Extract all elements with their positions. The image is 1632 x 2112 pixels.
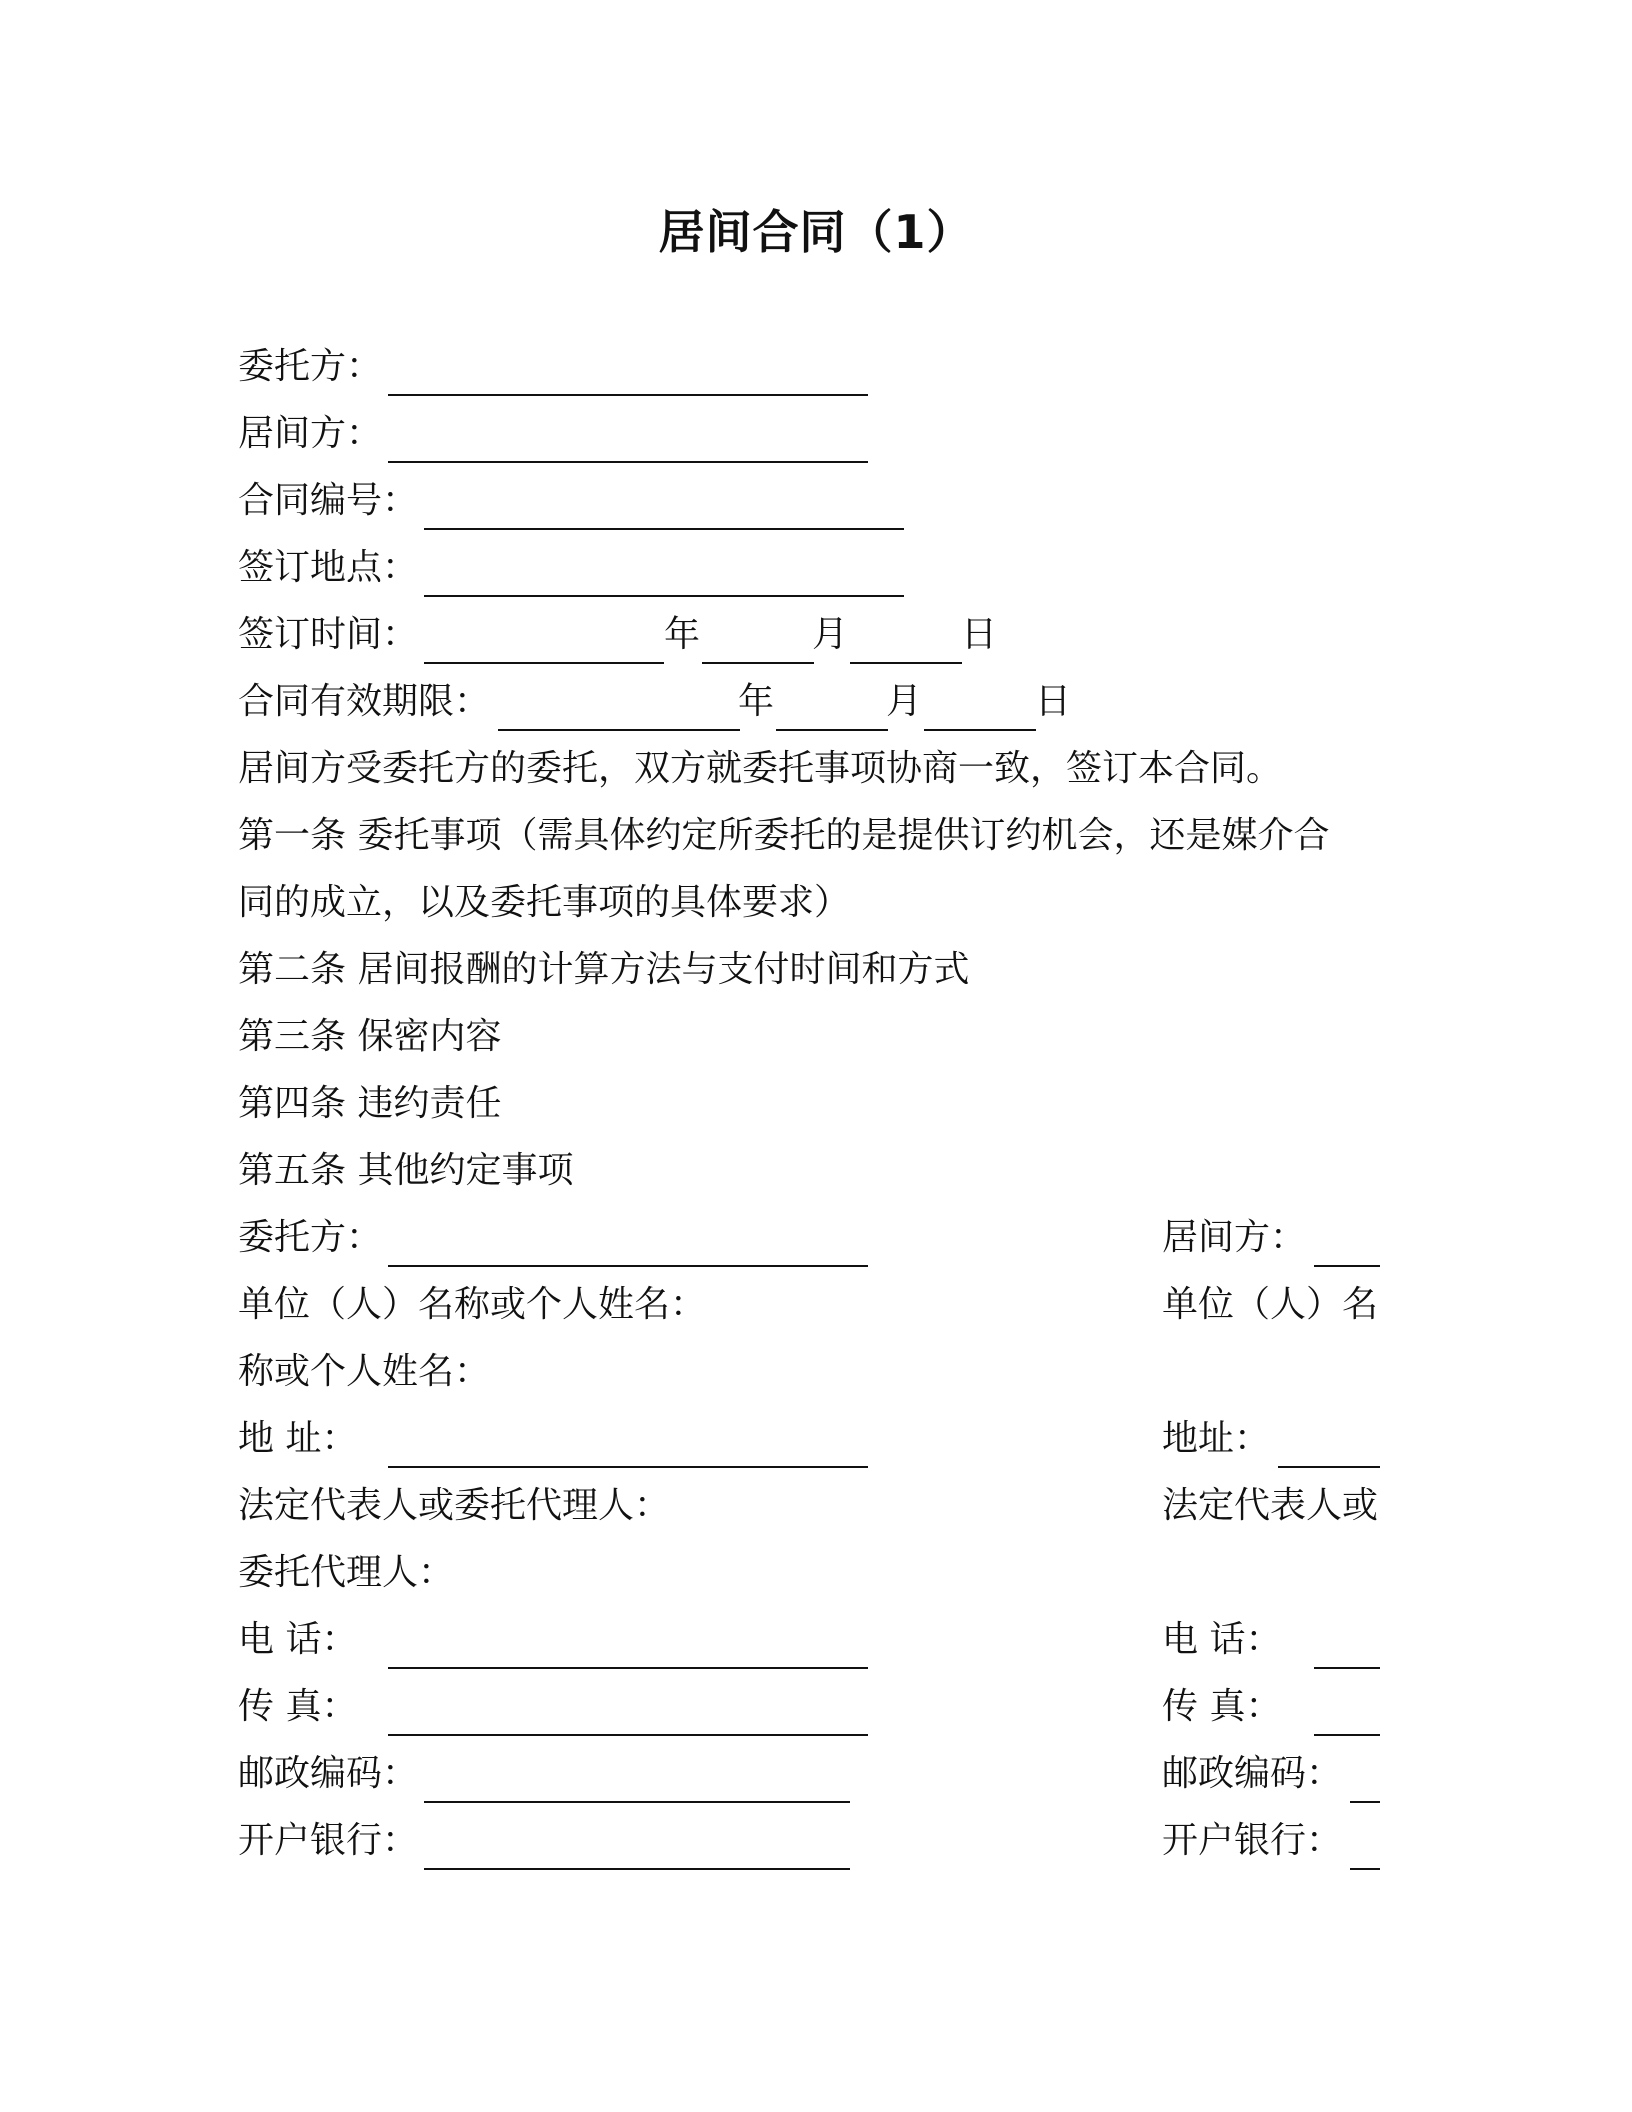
sig-right-fax-label: 传 真：	[1162, 1686, 1282, 1727]
sig-left-name-label-cont: 称或个人姓名：	[238, 1351, 491, 1392]
sig-left-fax-blank	[388, 1734, 868, 1736]
sig-right-address-blank	[1278, 1466, 1380, 1468]
sign-place-blank	[424, 595, 904, 597]
sig-left-address-label: 地 址：	[238, 1418, 358, 1459]
sig-left-rep-label: 法定代表人或委托代理人：	[238, 1485, 671, 1526]
sig-right-phone-blank	[1314, 1667, 1380, 1669]
sig-left-bank-blank	[424, 1868, 850, 1870]
sig-right-name-label: 单位（人）名	[1162, 1284, 1379, 1325]
preamble: 居间方受委托方的委托，双方就委托事项协商一致，签订本合同。	[238, 748, 1283, 789]
sig-left-party-label: 委托方：	[238, 1217, 383, 1258]
sig-right-fax-blank	[1314, 1734, 1380, 1736]
contract-number-blank	[424, 528, 904, 530]
client-blank	[388, 394, 868, 396]
article-1-line-2: 同的成立，以及委托事项的具体要求）	[238, 882, 851, 923]
sig-right-phone-label: 电 话：	[1162, 1619, 1282, 1660]
sig-left-fax-label: 传 真：	[238, 1686, 358, 1727]
sign-time-day-blank	[850, 662, 962, 664]
sig-left-rep-label-cont: 委托代理人：	[238, 1552, 455, 1593]
sig-left-postcode-label: 邮政编码：	[238, 1753, 419, 1794]
client-label: 委托方：	[238, 346, 383, 387]
document-title: 居间合同（1）	[658, 205, 974, 259]
validity-year-blank	[498, 729, 740, 731]
sig-left-name-label: 单位（人）名称或个人姓名：	[238, 1284, 707, 1325]
sign-time-label: 签订时间：	[238, 614, 419, 655]
validity-month-blank	[776, 729, 888, 731]
sign-time-year-label: 年	[664, 614, 701, 655]
sig-right-postcode-label: 邮政编码：	[1162, 1753, 1343, 1794]
sig-right-bank-label: 开户银行：	[1162, 1820, 1343, 1861]
sign-time-year-blank	[424, 662, 664, 664]
sig-right-postcode-blank	[1350, 1801, 1380, 1803]
sign-time-month-label: 月	[812, 614, 849, 655]
sig-left-bank-label: 开户银行：	[238, 1820, 419, 1861]
sig-right-party-blank	[1314, 1265, 1380, 1267]
validity-year-label: 年	[738, 681, 775, 722]
validity-day-label: 日	[1035, 681, 1072, 722]
sign-time-month-blank	[702, 662, 814, 664]
validity-day-blank	[924, 729, 1036, 731]
validity-month-label: 月	[886, 681, 923, 722]
sig-left-party-blank	[388, 1265, 868, 1267]
sig-right-party-label: 居间方：	[1162, 1217, 1307, 1258]
sig-right-address-label: 地址：	[1162, 1418, 1271, 1459]
article-2: 第二条 居间报酬的计算方法与支付时间和方式	[238, 949, 970, 990]
sig-right-rep-label: 法定代表人或	[1162, 1485, 1379, 1526]
sign-time-day-label: 日	[961, 614, 998, 655]
sig-left-address-blank	[388, 1466, 868, 1468]
article-4: 第四条 违约责任	[238, 1083, 502, 1124]
validity-label: 合同有效期限：	[238, 681, 491, 722]
contract-number-label: 合同编号：	[238, 480, 419, 521]
sig-right-bank-blank	[1350, 1868, 1380, 1870]
article-5: 第五条 其他约定事项	[238, 1150, 574, 1191]
sign-place-label: 签订地点：	[238, 547, 419, 588]
sig-left-phone-label: 电 话：	[238, 1619, 358, 1660]
intermediary-blank	[388, 461, 868, 463]
sig-left-postcode-blank	[424, 1801, 850, 1803]
sig-left-phone-blank	[388, 1667, 868, 1669]
article-3: 第三条 保密内容	[238, 1016, 502, 1057]
intermediary-label: 居间方：	[238, 413, 383, 454]
article-1-line-1: 第一条 委托事项（需具体约定所委托的是提供订约机会，还是媒介合	[238, 815, 1330, 856]
